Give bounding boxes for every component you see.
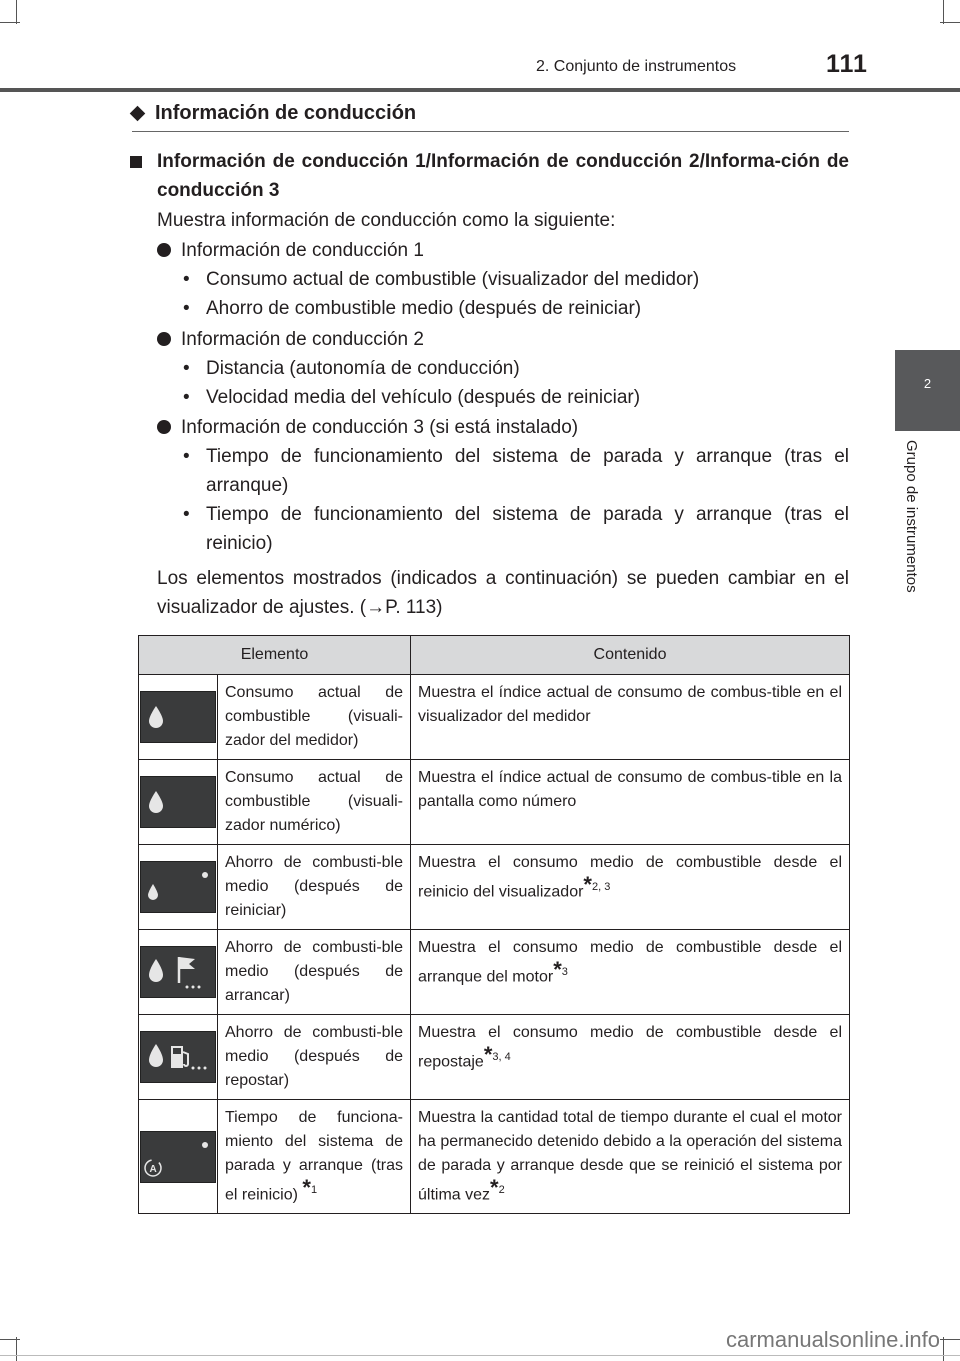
svg-text:A: A [149,1163,157,1175]
footer-rule [0,1355,960,1356]
table-row [139,930,850,1015]
icon-cell [139,675,218,760]
crop-mark [16,1337,17,1361]
list-item [157,413,578,442]
fuel-drop-bar-icon [140,691,216,743]
content-cell: Muestra el índice actual de consumo de combus-tible en el visualizador del medidor [411,675,850,760]
square-bullet-icon [130,156,142,168]
crop-mark [16,0,17,24]
intro-text: Muestra información de conducción como la siguiente: [157,210,616,231]
footer-watermark: carmanualsonline.info [725,1327,940,1352]
table-row [139,675,850,760]
sub-item-text: Consumo actual de combustible (visualizador del medidor) [206,269,700,290]
footnote-ref: 1 [310,1184,318,1196]
content-cell [411,930,850,1015]
list-item [157,236,424,265]
table-header-element: Elemento [139,636,411,675]
table-header-content: Contenido [411,636,850,675]
sub-item-text: Ahorro de combustible medio (después de reiniciar) [206,298,642,319]
content-cell [411,845,850,930]
closing-text: Los elementos mostrados (indicados a continuación) se pueden cambiar en el visualizador de ajustes. (→P. 113) [157,568,849,618]
table-row [139,845,850,930]
chapter-tab-number: 2 [923,376,932,391]
content-text: Muestra el consumo medio de combustible desde el arranque del motor [418,939,842,986]
sub-item-text: Tiempo de funcionamiento del sistema de parada y arranque (tras el arranque) [206,446,849,496]
sub-item-text: Distancia (autonomía de conducción) [206,358,520,379]
content-text: Muestra el consumo medio de combustible desde el reinicio del visualizador [418,854,842,901]
sub-list-item: • Velocidad media del vehículo (después de reiniciar) [183,383,849,412]
section-title-text: Información de conducción [155,102,417,124]
chapter-tab [895,350,960,431]
dot-bullet-icon [157,420,171,434]
crop-mark [940,1339,960,1340]
sub-list-item: • Tiempo de funcionamiento del sistema de parada y arranque (tras el reinicio) [183,500,849,558]
subsection-title [130,147,849,205]
element-cell [218,1100,411,1214]
icon-cell [139,760,218,845]
diamond-bullet-icon [130,106,146,122]
footnote-ref: 3 [561,966,568,978]
element-cell: Ahorro de combusti-ble medio (después de arrancar) [218,930,411,1015]
crop-mark [940,22,960,23]
chapter-side-label: Grupo de instrumentos [903,440,920,593]
fuel-drop-flag-icon [140,946,216,998]
sub-list-item: • Ahorro de combustible medio (después de reiniciar) [183,294,849,323]
element-cell: Consumo actual de combustible (visuali-zador del medidor) [218,675,411,760]
footnote-asterisk: * [490,1175,499,1200]
crop-mark [943,0,944,24]
footnote-asterisk: * [302,1175,311,1200]
section-rule [132,131,849,132]
content-text: Muestra el consumo medio de combustible desde el repostaje [418,1024,842,1071]
element-text: Tiempo de funciona-miento del sistema de parada y arranque (tras el reinicio) [225,1109,403,1204]
content-text: Muestra la cantidad total de tiempo durante el cual el motor ha permanecido detenido debido a la operación del sistema de parada y arranque desde que se reinició el sistema por última vez [418,1109,842,1204]
footnote-ref: 2 [498,1184,505,1196]
icon-cell [139,1015,218,1100]
elements-table [138,635,850,1214]
list-item [157,325,424,354]
header-rule [0,88,960,92]
footnote-asterisk: * [553,957,562,982]
icon-cell [139,930,218,1015]
fuel-drop-pump-icon [140,1031,216,1083]
element-cell: Ahorro de combusti-ble medio (después de reiniciar) [218,845,411,930]
footnote-ref: 2, 3 [591,881,611,893]
sub-list-item: • Tiempo de funcionamiento del sistema de parada y arranque (tras el arranque) [183,442,849,500]
fuel-drop-reset-icon [140,861,216,913]
table-row [139,760,850,845]
footnote-asterisk: * [483,1042,493,1067]
footnote-asterisk: * [583,872,592,897]
sub-item-text: Velocidad media del vehículo (después de reiniciar) [206,387,641,408]
footnote-ref: 3, 4 [492,1051,511,1063]
icon-cell [139,1100,218,1214]
group-label: Información de conducción 3 (si está instalado) [181,417,579,438]
section-title [132,102,416,125]
subsection-title-text: Información de conducción 1/Información de conducción 2/Informa-ción de conducción 3 [157,151,849,201]
page-number: 111 [826,50,868,78]
icon-cell [139,845,218,930]
group-label: Información de conducción 2 [181,329,424,350]
element-cell: Ahorro de combusti-ble medio (después de repostar) [218,1015,411,1100]
header-section-title: 2. Conjunto de instrumentos [536,58,737,75]
content-cell: Muestra el índice actual de consumo de combus-tible en la pantalla como número [411,760,850,845]
table-row [139,1100,850,1214]
sub-list-item: • Consumo actual de combustible (visualizador del medidor) [183,265,849,294]
stop-start-icon [140,1131,216,1183]
dot-bullet-icon [157,243,171,257]
sub-item-text: Tiempo de funcionamiento del sistema de parada y arranque (tras el reinicio) [206,504,849,554]
content-cell [411,1100,850,1214]
content-cell [411,1015,850,1100]
element-cell: Consumo actual de combustible (visuali-zador numérico) [218,760,411,845]
group-label: Información de conducción 1 [181,240,424,261]
crop-mark [943,1337,944,1361]
dot-bullet-icon [157,332,171,346]
crop-mark [0,22,20,23]
table-row [139,1015,850,1100]
crop-mark [0,1339,20,1340]
fuel-drop-icon [140,776,216,828]
sub-list-item: • Distancia (autonomía de conducción) [183,354,849,383]
